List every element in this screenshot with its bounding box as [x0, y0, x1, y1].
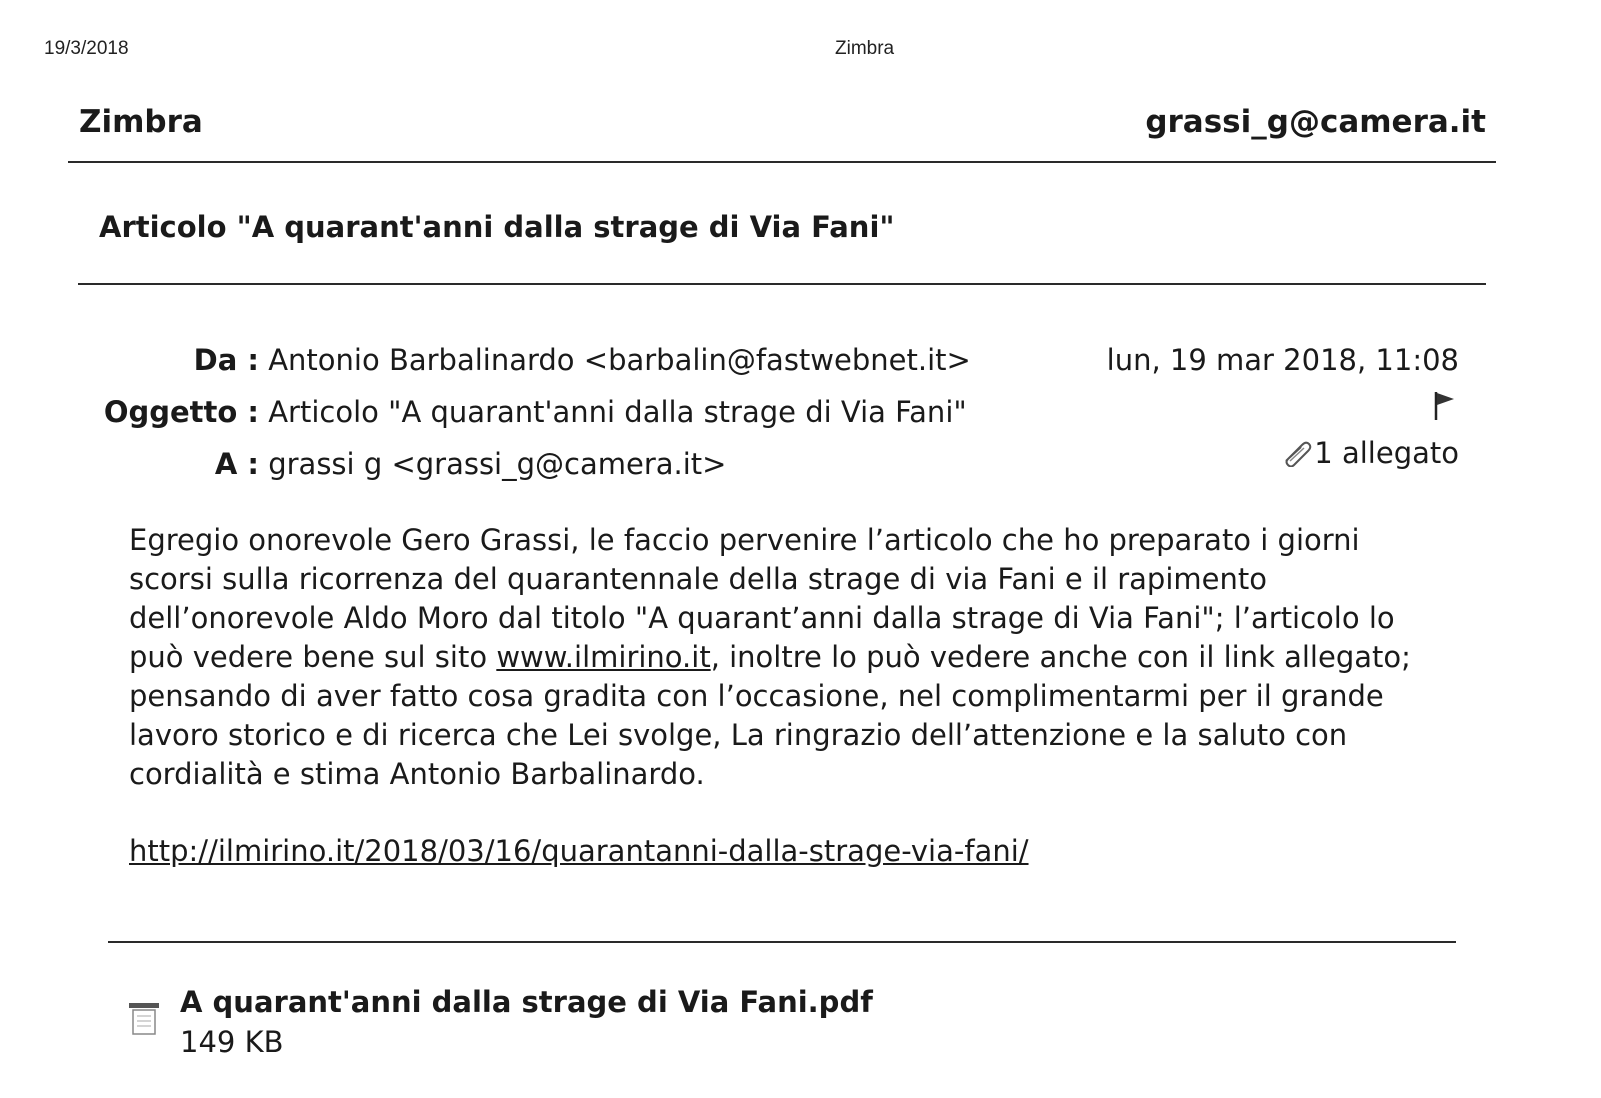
body-text-part2: , inoltre lo può vedere anche con il link allegato; pensando di aver fatto cosa gradita con l’occasione, nel complimentarmi per il grande lavoro storico e di ricerca che Lei svolge, La ringrazio dell’attenzione e la saluto con cordialità e stima Antonio Barbalinardo. — [129, 640, 1411, 791]
attachment-count-label: 1 allegato — [1314, 436, 1459, 470]
attachment-count[interactable] — [1282, 436, 1459, 470]
attachment-name[interactable]: A quarant'anni dalla strage di Via Fani.pdf — [180, 985, 873, 1019]
to-value: grassi g <grassi_g@camera.it> — [268, 447, 727, 481]
body-text-part1: Egregio onorevole Gero Grassi, le faccio pervenire l’articolo che ho preparato i giorni scorsi sulla ricorrenza del quarantennale della strage di via Fani e il rapimento dell’onorevole Aldo Moro dal titolo "A quarant’anni dalla strage di Via Fani"; l’articolo lo può vedere bene sul sito — [129, 523, 1395, 674]
attachment-size: 149 KB — [180, 1025, 284, 1059]
print-title: Zimbra — [835, 38, 895, 59]
flag-icon[interactable] — [1432, 390, 1458, 422]
app-name: Zimbra — [79, 104, 203, 140]
to-label: A : — [214, 447, 259, 481]
document-icon — [128, 1000, 160, 1036]
paperclip-icon — [1282, 439, 1314, 467]
to-row — [99, 447, 726, 481]
subject-label: Oggetto : — [103, 395, 259, 429]
message-body — [129, 521, 1449, 794]
from-value: Antonio Barbalinardo <barbalin@fastwebnet.it> — [268, 343, 971, 377]
divider — [78, 283, 1486, 285]
message-date: lun, 19 mar 2018, 11:08 — [1106, 343, 1459, 377]
print-date: 19/3/2018 — [44, 38, 129, 59]
account-email: grassi_g@camera.it — [1145, 104, 1486, 140]
subject-value: Articolo "A quarant'anni dalla strage di Via Fani" — [268, 395, 967, 429]
message-title: Articolo "A quarant'anni dalla strage di Via Fani" — [99, 210, 895, 244]
from-label: Da : — [193, 343, 259, 377]
article-link[interactable]: http://ilmirino.it/2018/03/16/quarantanni-dalla-strage-via-fani/ — [129, 834, 1029, 868]
site-link[interactable]: www.ilmirino.it — [496, 640, 711, 674]
divider — [68, 161, 1496, 163]
from-row — [99, 343, 971, 377]
divider — [108, 941, 1456, 943]
subject-row — [99, 395, 967, 429]
